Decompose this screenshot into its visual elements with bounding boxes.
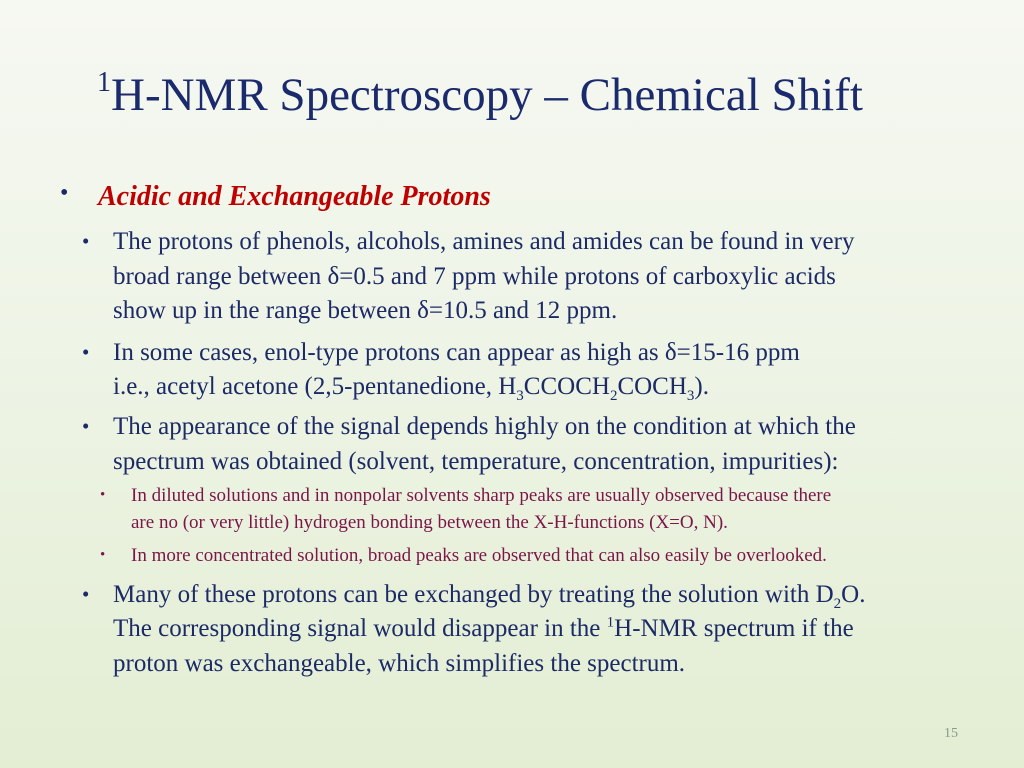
title-superscript: 1 bbox=[97, 67, 111, 99]
page-number: 15 bbox=[944, 726, 958, 741]
sub-bullet-dot: • bbox=[100, 547, 106, 563]
p1-line3: show up in the range between δ=10.5 and 12 ppm. bbox=[113, 297, 618, 324]
p3-sub1-line2: are no (or very little) hydrogen bonding between the X-H-functions (X=O, N). bbox=[131, 512, 728, 533]
p4-line2: The corresponding signal would disappear in the $^1$H-NMR spectrum if the bbox=[113, 614, 854, 642]
p4-line3: proton was exchangeable, which simplifies the spectrum. bbox=[113, 650, 686, 677]
bullet-dot: • bbox=[82, 340, 90, 364]
bullet-dot: • bbox=[82, 582, 90, 606]
p2-line2: i.e., acetyl acetone (2,5-pentanedione, $H_3CCOCH_2COCH_3$). bbox=[113, 373, 709, 404]
p1-line1: The protons of phenols, alcohols, amines and amides can be found in very bbox=[113, 228, 855, 255]
p2-line1: In some cases, enol-type protons can appear as high as δ=15-16 ppm bbox=[113, 339, 800, 366]
bullet-dot: • bbox=[82, 229, 90, 253]
p1-line2: broad range between δ=0.5 and 7 ppm while protons of carboxylic acids bbox=[113, 263, 836, 290]
p3-line2: spectrum was obtained (solvent, temperature, concentration, impurities): bbox=[113, 448, 839, 475]
slide-title bbox=[97, 68, 863, 122]
p3-sub2: In more concentrated solution, broad peaks are observed that can also easily be overlooked. bbox=[131, 545, 827, 566]
sub-bullet-dot: • bbox=[100, 487, 106, 503]
p3-line1: The appearance of the signal depends highly on the condition at which the bbox=[113, 413, 856, 440]
p3-sub1-line1: In diluted solutions and in nonpolar solvents sharp peaks are usually observed because there bbox=[131, 485, 832, 506]
heading-acidic-protons: Acidic and Exchangeable Protons bbox=[98, 181, 491, 212]
p4-line1: Many of these protons can be exchanged by treating the solution with $D_2O$. bbox=[113, 581, 866, 612]
bullet-dot: • bbox=[82, 414, 90, 438]
bullet-dot: • bbox=[60, 180, 69, 206]
title-text: H-NMR Spectroscopy – Chemical Shift bbox=[111, 69, 863, 121]
